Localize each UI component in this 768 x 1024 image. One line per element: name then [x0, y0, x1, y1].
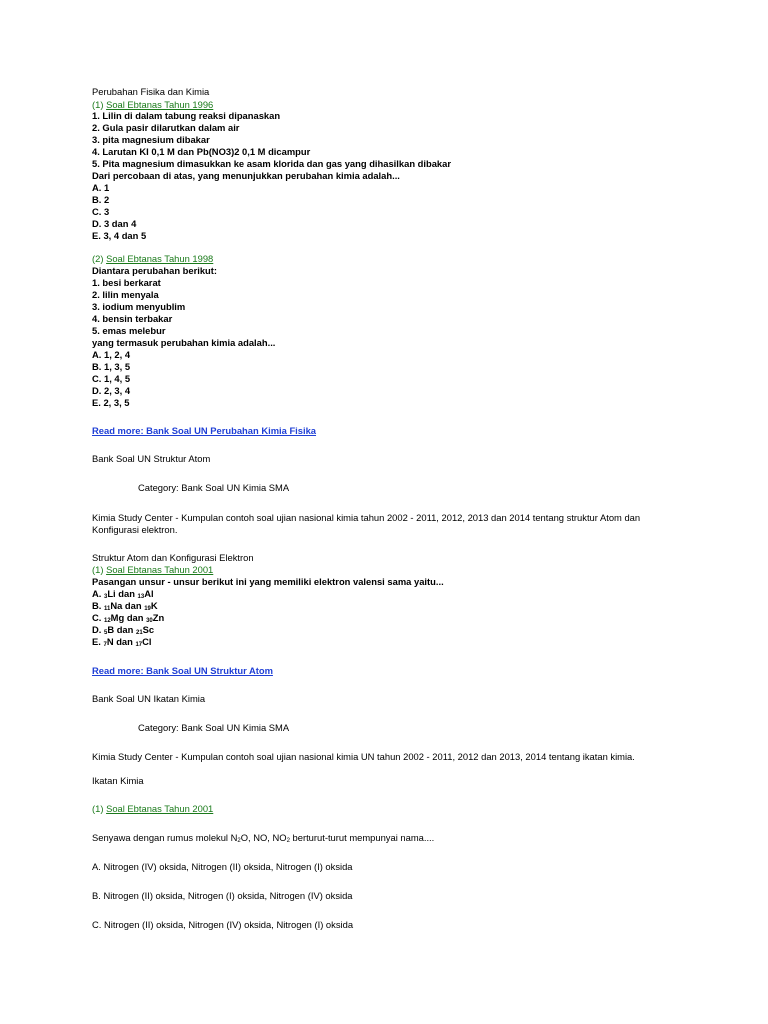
list-item: 3. iodium menyublim	[92, 301, 186, 312]
option-label: E.	[92, 636, 104, 647]
answer-option	[92, 636, 152, 648]
answer-option	[92, 612, 164, 624]
section-subtitle: Struktur Atom dan Konfigurasi Elektron	[92, 552, 254, 563]
question-header	[92, 253, 213, 265]
atomic-number: 30	[146, 618, 153, 624]
atomic-number: 7	[103, 642, 107, 648]
question-text	[92, 832, 434, 844]
list-item: 1. besi berkarat	[92, 277, 161, 288]
list-item: 5. Pita magnesium dimasukkan ke asam klorida dan gas yang dihasilkan dibakar	[92, 158, 451, 169]
atomic-number: 5	[103, 630, 108, 636]
question-text: Dari percobaan di atas, yang menunjukkan perubahan kimia adalah...	[92, 170, 400, 181]
element-text: Cl	[142, 636, 152, 647]
question-text-part: berturut-turut mempunyai nama....	[289, 832, 435, 843]
answer-option: C. 1, 4, 5	[92, 373, 131, 384]
answer-option	[92, 624, 154, 636]
subscript: 2	[286, 838, 290, 844]
question-source-link[interactable]: Soal Ebtanas Tahun 1998	[106, 253, 214, 264]
element-text: Al	[144, 588, 154, 599]
element-text: K	[150, 600, 158, 611]
element-text: Zn	[152, 612, 165, 623]
question-number: (1)	[92, 99, 107, 110]
option-label: D.	[92, 624, 104, 635]
answer-option: B. Nitrogen (II) oksida, Nitrogen (I) oksida, Nitrogen (IV) oksida	[92, 890, 353, 901]
answer-option: A. 1	[92, 182, 110, 193]
list-item: 1. Lilin di dalam tabung reaksi dipanaskan	[92, 110, 281, 121]
read-more-link[interactable]: Read more: Bank Soal UN Struktur Atom	[92, 665, 273, 676]
list-item: 5. emas melebur	[92, 325, 166, 336]
question-number: (1)	[92, 564, 107, 575]
element-text: N dan	[106, 636, 136, 647]
article-title: Bank Soal UN Ikatan Kimia	[92, 693, 206, 704]
question-text-part: O, NO, NO	[240, 832, 287, 843]
section-title: Perubahan Fisika dan Kimia	[92, 86, 210, 97]
option-label: B.	[92, 600, 104, 611]
question-text: Pasangan unsur - unsur berikut ini yang memiliki elektron valensi sama yaitu...	[92, 576, 444, 587]
option-label: C.	[92, 612, 104, 623]
read-more-link[interactable]: Read more: Bank Soal UN Perubahan Kimia Fisika	[92, 425, 317, 436]
answer-option: E. 3, 4 dan 5	[92, 230, 147, 241]
answer-option	[92, 588, 154, 600]
answer-option: A. Nitrogen (IV) oksida, Nitrogen (II) oksida, Nitrogen (I) oksida	[92, 861, 353, 872]
category-line: Category: Bank Soal UN Kimia SMA	[138, 722, 290, 733]
option-label: A.	[92, 588, 104, 599]
subscript: 2	[237, 838, 241, 844]
element-text: Mg dan	[110, 612, 147, 623]
element-text: Li dan	[107, 588, 138, 599]
question-text: yang termasuk perubahan kimia adalah...	[92, 337, 276, 348]
atomic-number: 17	[135, 642, 143, 648]
list-item: 4. Larutan KI 0,1 M dan Pb(NO3)2 0,1 M dicampur	[92, 146, 311, 157]
article-title: Bank Soal UN Struktur Atom	[92, 453, 211, 464]
atomic-number: 3	[103, 594, 108, 600]
question-number: (2)	[92, 253, 107, 264]
list-item: 4. bensin terbakar	[92, 313, 173, 324]
answer-option	[92, 600, 158, 612]
answer-option: E. 2, 3, 5	[92, 397, 130, 408]
list-item: 2. lilin menyala	[92, 289, 159, 300]
atomic-number: 21	[135, 630, 143, 636]
answer-option: D. 2, 3, 4	[92, 385, 131, 396]
answer-option: A. 1, 2, 4	[92, 349, 131, 360]
answer-option: B. 1, 3, 5	[92, 361, 131, 372]
question-source-link[interactable]: Soal Ebtanas Tahun 1996	[106, 99, 214, 110]
answer-option: C. Nitrogen (II) oksida, Nitrogen (IV) oksida, Nitrogen (I) oksida	[92, 919, 354, 930]
element-text: Sc	[142, 624, 155, 635]
atomic-number: 12	[103, 618, 111, 624]
element-text: Na dan	[110, 600, 145, 611]
question-source-link[interactable]: Soal Ebtanas Tahun 2001	[106, 803, 214, 814]
list-item: 3. pita magnesium dibakar	[92, 134, 210, 145]
question-number: (1)	[92, 803, 107, 814]
question-header	[92, 803, 213, 815]
atomic-number: 13	[137, 594, 145, 600]
section-subtitle: Ikatan Kimia	[92, 775, 144, 786]
question-intro: Diantara perubahan berikut:	[92, 265, 218, 276]
answer-option: C. 3	[92, 206, 110, 217]
answer-option: B. 2	[92, 194, 110, 205]
question-source-link[interactable]: Soal Ebtanas Tahun 2001	[106, 564, 214, 575]
question-text-part: Senyawa dengan rumus molekul N	[92, 832, 238, 843]
answer-option: D. 3 dan 4	[92, 218, 137, 229]
question-header	[92, 564, 213, 576]
category-line: Category: Bank Soal UN Kimia SMA	[138, 482, 290, 493]
atomic-number: 11	[103, 606, 111, 612]
element-text: B dan	[107, 624, 136, 635]
atomic-number: 19	[144, 606, 151, 612]
article-description: Kimia Study Center - Kumpulan contoh soal ujian nasional kimia UN tahun 2002 - 2011, 2012 dan 2013, 2014 tentang ikatan kimia.	[92, 751, 635, 762]
article-description: Kimia Study Center - Kumpulan contoh soal ujian nasional kimia tahun 2002 - 2011, 2012, 2013 dan 2014 tentang struktur Atom dan Konfigurasi elektron.	[92, 512, 641, 535]
list-item: 2. Gula pasir dilarutkan dalam air	[92, 122, 240, 133]
